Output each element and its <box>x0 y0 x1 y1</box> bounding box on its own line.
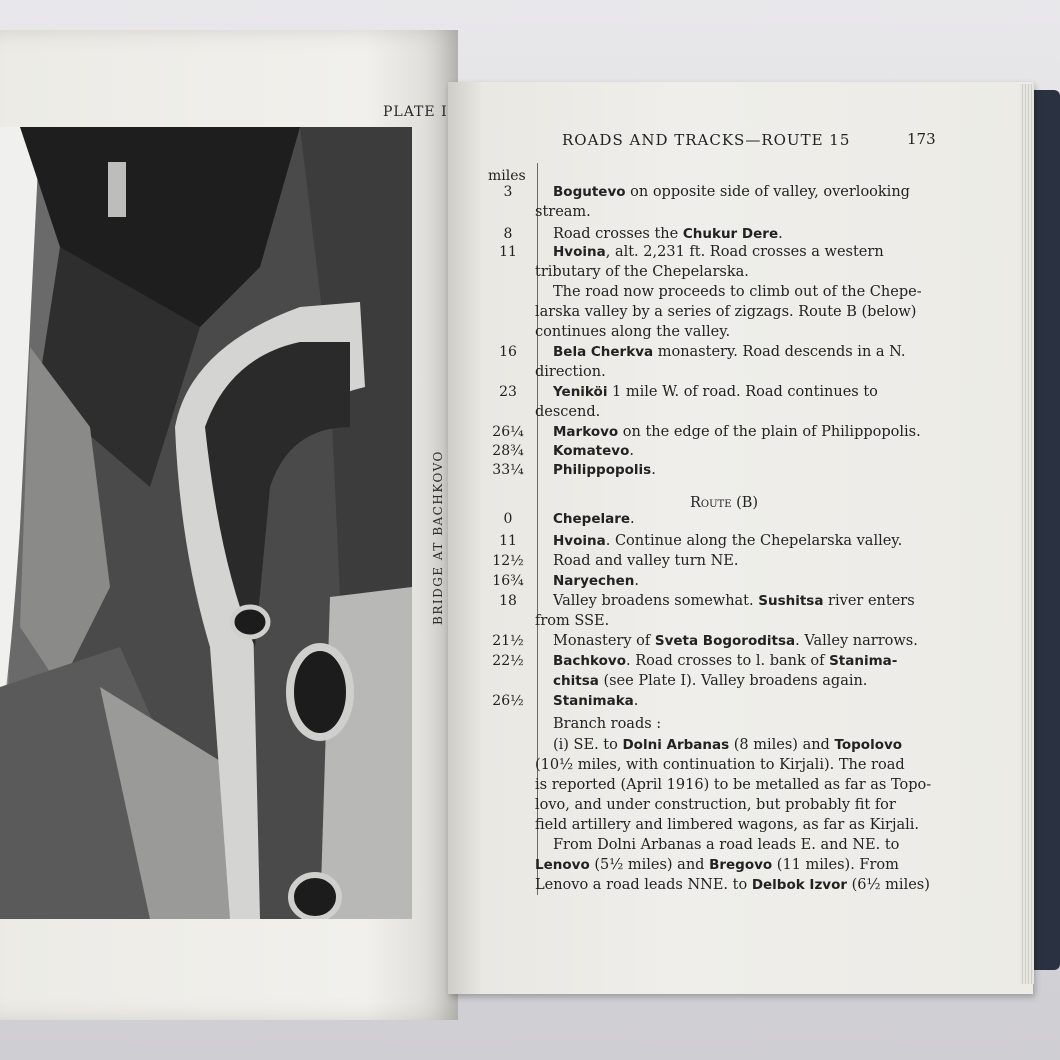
text-run: (10½ miles, with continuation to Kirjali). The road <box>535 757 905 773</box>
text-run: stream. <box>535 204 591 220</box>
text-run: . <box>634 573 640 589</box>
text-run: (i) SE. to <box>553 737 623 753</box>
line-text <box>553 184 910 200</box>
text-line <box>0 511 1060 531</box>
place-name: Komatevo <box>553 443 630 459</box>
line-text <box>553 443 634 459</box>
mileage-value: 11 <box>499 244 517 260</box>
line-text <box>553 344 906 360</box>
text-line <box>0 797 1060 817</box>
line-text <box>553 284 922 300</box>
mileage-value: 16¾ <box>492 573 524 589</box>
line-text <box>553 511 635 527</box>
text-line <box>0 424 1060 444</box>
mileage-value: 0 <box>503 511 513 527</box>
place-name: Bogutevo <box>553 184 626 200</box>
line-text <box>553 424 921 440</box>
line-text <box>553 716 661 732</box>
line-text <box>553 462 656 478</box>
mileage-value: 26½ <box>492 693 524 709</box>
line-text <box>553 653 897 669</box>
text-line <box>0 716 1060 736</box>
mileage-value: 16 <box>499 344 517 360</box>
place-name: Topolovo <box>834 737 903 753</box>
line-text <box>535 324 730 340</box>
text-line <box>0 324 1060 344</box>
text-run: (5½ miles) and <box>589 857 710 873</box>
line-text <box>553 693 638 709</box>
line-text <box>535 204 591 220</box>
text-run: Valley broadens somewhat. <box>553 593 759 609</box>
text-run: Branch roads : <box>553 716 662 732</box>
text-run: (8 miles) and <box>729 737 835 753</box>
text-run: river enters <box>823 593 915 609</box>
line-text <box>553 226 783 242</box>
place-name: Sveta Bogoroditsa <box>654 633 796 649</box>
line-text <box>553 384 878 400</box>
line-text <box>553 244 884 260</box>
text-line <box>0 633 1060 653</box>
place-name: Chukur Dere <box>682 226 779 242</box>
text-line <box>0 613 1060 633</box>
place-name: chitsa <box>553 673 599 689</box>
place-name: Philippopolis <box>553 462 652 478</box>
text-line <box>0 462 1060 482</box>
line-text <box>535 877 930 893</box>
text-run: . Valley narrows. <box>795 633 918 649</box>
place-name: Sushitsa <box>758 593 824 609</box>
text-line <box>0 693 1060 713</box>
place-name: Bela Cherkva <box>553 344 654 360</box>
line-text <box>553 837 899 853</box>
line-text <box>553 593 915 609</box>
route-b-subheading: Route (B) <box>690 495 759 511</box>
text-run: Lenovo a road leads NNE. to <box>535 877 752 893</box>
mileage-value: 18 <box>499 593 517 609</box>
text-run: . Continue along the Chepelarska valley. <box>605 533 903 549</box>
text-run: descend. <box>535 404 601 420</box>
place-name: Hvoina <box>553 533 606 549</box>
place-name: Delbok Izvor <box>751 877 848 893</box>
text-run: . <box>651 462 656 478</box>
place-name: Bregovo <box>709 857 773 873</box>
text-line <box>0 653 1060 673</box>
text-run: , alt. 2,231 ft. Road crosses a western <box>605 244 884 260</box>
line-text <box>553 553 738 569</box>
text-run: Road crosses the <box>553 226 683 242</box>
line-text <box>535 304 916 320</box>
text-line <box>0 593 1060 613</box>
text-run: . <box>633 693 639 709</box>
mileage-value: 22½ <box>492 653 524 669</box>
text-run: . <box>629 443 634 459</box>
line-text <box>535 613 609 629</box>
line-text <box>535 797 896 813</box>
mileage-value: 12½ <box>492 553 524 569</box>
mileage-value: 21½ <box>492 633 524 649</box>
text-line <box>0 737 1060 757</box>
text-run: (11 miles). From <box>772 857 899 873</box>
text-run: From Dolni Arbanas a road leads E. and NE. to <box>553 837 900 853</box>
text-run: direction. <box>535 364 606 380</box>
mileage-value: 11 <box>499 533 517 549</box>
text-run: is reported (April 1916) to be metalled as far as Topo- <box>535 777 932 793</box>
text-line <box>0 443 1060 463</box>
line-text <box>535 857 899 873</box>
text-line <box>0 364 1060 384</box>
mileage-value: 33¼ <box>492 462 524 478</box>
line-text <box>553 533 902 549</box>
line-text <box>535 404 600 420</box>
text-line <box>0 877 1060 897</box>
mileage-value: 26¼ <box>492 424 524 440</box>
text-run: 1 mile W. of road. Road continues to <box>607 384 878 400</box>
text-line <box>0 673 1060 693</box>
text-line <box>0 384 1060 404</box>
place-name: Chepelare <box>553 511 631 527</box>
text-run: . Road crosses to l. bank of <box>625 653 830 669</box>
text-line <box>0 553 1060 573</box>
line-text <box>535 817 919 833</box>
text-run: (6½ miles) <box>847 877 930 893</box>
text-line <box>0 204 1060 224</box>
place-name: Naryechen <box>553 573 635 589</box>
line-text <box>553 673 867 689</box>
line-text <box>553 633 918 649</box>
text-line <box>0 533 1060 553</box>
page-number: 173 <box>907 130 936 148</box>
text-line <box>0 184 1060 204</box>
text-run: Monastery of <box>553 633 655 649</box>
line-text <box>553 573 639 589</box>
text-run: from SSE. <box>535 613 610 629</box>
text-run: . <box>630 511 635 527</box>
text-line <box>0 284 1060 304</box>
text-line <box>0 304 1060 324</box>
place-name: Hvoina <box>553 244 606 260</box>
place-name: Yeniköi <box>553 384 608 400</box>
text-run: . <box>778 226 783 242</box>
text-run: (see Plate I). Valley broadens again. <box>598 673 868 689</box>
text-line <box>0 777 1060 797</box>
text-run: Road and valley turn NE. <box>553 553 739 569</box>
text-line <box>0 757 1060 777</box>
text-run: on the edge of the plain of Philippopolis. <box>618 424 921 440</box>
place-name: Stanimaka <box>553 693 634 709</box>
text-line <box>0 817 1060 837</box>
text-line <box>0 244 1060 264</box>
place-name: Bachkovo <box>553 653 626 669</box>
text-line <box>0 837 1060 857</box>
text-line <box>0 344 1060 364</box>
line-text <box>535 777 931 793</box>
mileage-value: 23 <box>499 384 517 400</box>
line-text <box>553 737 902 753</box>
text-run: on opposite side of valley, overlooking <box>625 184 910 200</box>
text-line <box>0 857 1060 877</box>
text-line <box>0 573 1060 593</box>
place-name: Markovo <box>553 424 619 440</box>
text-run: continues along the valley. <box>535 324 731 340</box>
line-text <box>535 264 749 280</box>
text-run: larska valley by a series of zigzags. Route B (below) <box>535 304 917 320</box>
text-run: The road now proceeds to climb out of the Chepe- <box>553 284 922 300</box>
caption-text: BRIDGE AT BACHKOVO <box>431 450 445 625</box>
place-name: Dolni Arbanas <box>622 737 730 753</box>
mileage-value: 8 <box>503 226 513 242</box>
text-run: tributary of the Chepelarska. <box>535 264 749 280</box>
text-run: monastery. Road descends in a N. <box>653 344 906 360</box>
line-text <box>535 364 606 380</box>
text-run: lovo, and under construction, but probably fit for <box>535 797 896 813</box>
place-name: Stanima- <box>829 653 898 669</box>
place-name: Lenovo <box>535 857 590 873</box>
mileage-value: 28¾ <box>492 443 524 459</box>
text-line <box>0 404 1060 424</box>
miles-column-label: miles <box>488 168 526 184</box>
running-head: ROADS AND TRACKS—ROUTE 15 <box>562 131 851 149</box>
text-line <box>0 264 1060 284</box>
line-text <box>535 757 905 773</box>
plate-label: PLATE I <box>383 104 448 120</box>
text-run: field artillery and limbered wagons, as far as Kirjali. <box>535 817 920 833</box>
mileage-value: 3 <box>503 184 513 200</box>
text-line <box>0 226 1060 246</box>
